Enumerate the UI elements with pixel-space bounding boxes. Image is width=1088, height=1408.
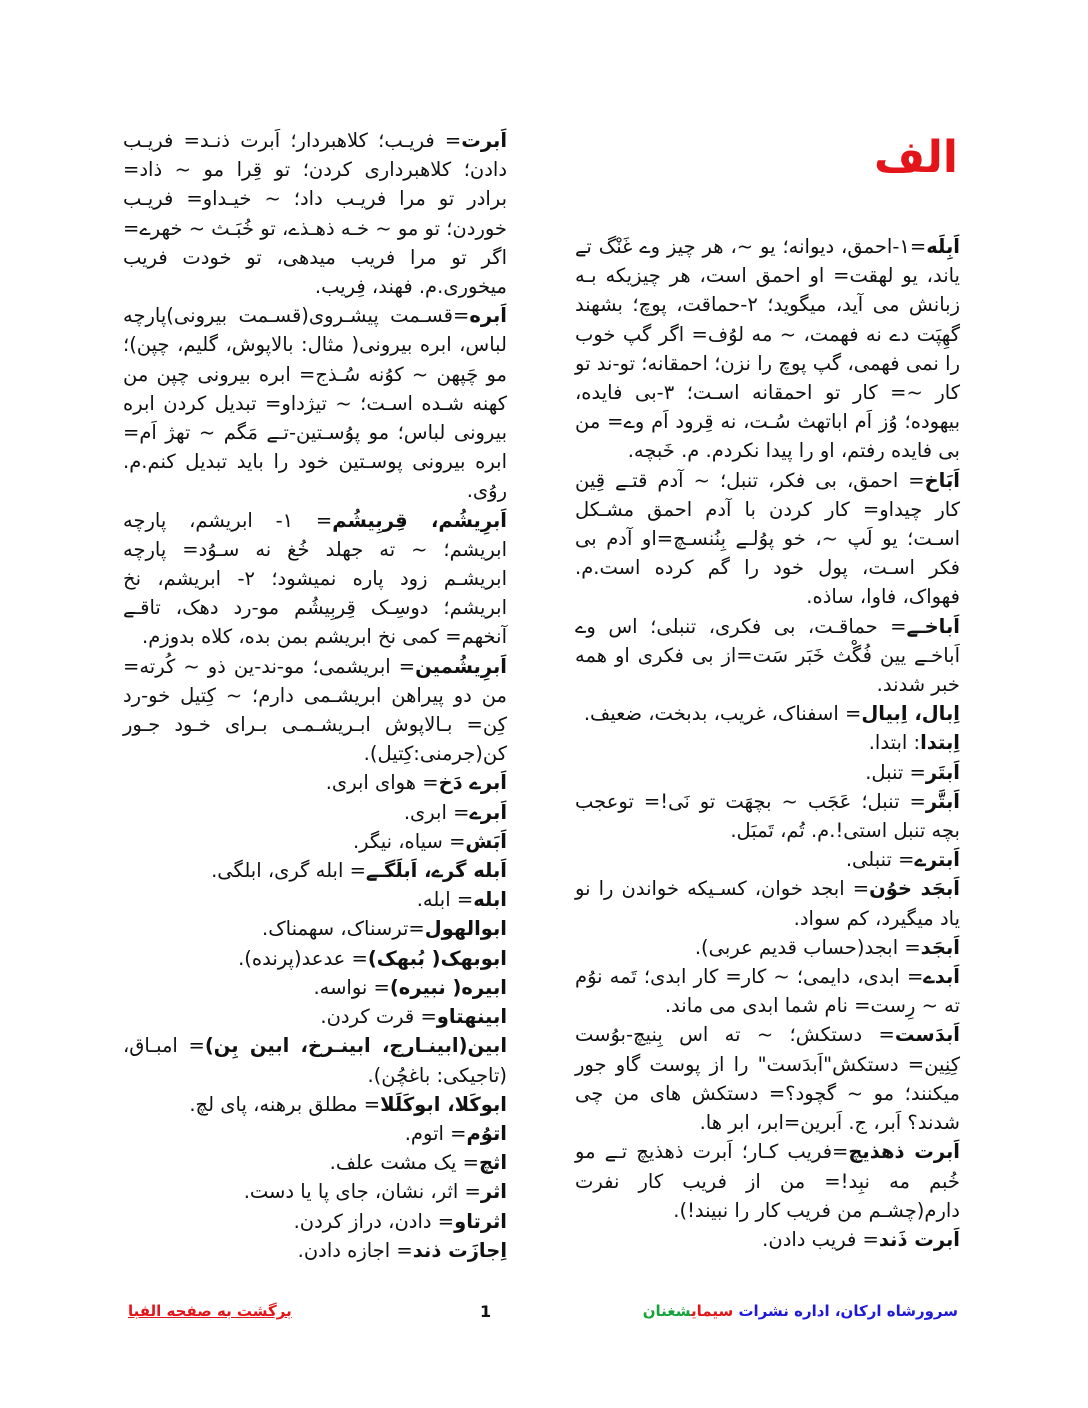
entry-headword: اَبرِیشُم، قِربِیشُم	[332, 508, 507, 532]
entry-headword: اتوُم	[466, 1121, 507, 1145]
entry-definition: = فریب دادن.	[762, 1227, 879, 1251]
dictionary-entry	[123, 1119, 507, 1148]
entry-headword: اَبتَر	[925, 760, 960, 784]
dictionary-entry	[123, 885, 507, 914]
dictionary-entry	[575, 1137, 960, 1225]
dictionary-entry	[123, 827, 507, 856]
entry-headword: اِبال، اِبیال	[861, 702, 960, 726]
dictionary-entry	[575, 787, 960, 845]
entry-definition: = ابله گری، ابلگی.	[211, 859, 366, 883]
entry-headword: ابوبهک( بُبهک)	[367, 946, 507, 970]
dictionary-entry	[123, 1090, 507, 1119]
section-heading: الف	[873, 132, 958, 183]
entry-definition: = فریـب؛ کلاهبردار؛ اَبرت ذنـد= فریـب دادن؛ کلاهبرداری کردن؛ تو قِرا مو ~ ذاد= برادر تو مرا فریـب داد؛ ~ خیـداو= فریـب خوردن؛ تو مو ~ خـه ذهـذے، تو خُبَـث ~ خهرے= اگر تو مرا فریب میدهی، تو خودت فریب میخوری.م. فهند، فِریب.	[123, 129, 507, 299]
dictionary-entry	[123, 1177, 507, 1206]
entry-definition: = تنبل.	[865, 760, 926, 784]
entry-headword: اَبجَد	[920, 935, 960, 959]
entry-headword: اَبره	[469, 304, 507, 328]
entry-definition: = عدعد(پرنده).	[238, 946, 368, 970]
entry-headword: اَبِلَه	[926, 235, 960, 258]
entry-definition: = ابله.	[416, 888, 474, 912]
dictionary-entry	[575, 232, 960, 466]
entry-definition: =ترسناک، سهمناک.	[262, 917, 425, 941]
entry-definition: =فریب کـار؛ اَبرت ذهذیچ تـے مو خُبم مه نبِد!= من از فریب کار نفرت دارم(چشـم من فریب کار را نبیند!).	[575, 1140, 960, 1222]
entry-headword: ابوالهول	[424, 917, 507, 941]
entry-definition: = اثر، نشان، جای پا یا دست.	[243, 1180, 481, 1204]
dictionary-entry	[123, 768, 507, 797]
entry-definition: =۱-احمق، دیوانه؛ یو ~، هر چیز وے غَنْگ تے یاند، یو لهقت= او احمق است، هر چیزیکه بـه زبانش می آید، میگوید؛ ۲-حماقت، پوچ؛ بشهند گهِپَت دے نه فهمت، ~ مه لوُف= اگر گپ خوب را نمی فهمی، گپ پوچ را نزن؛ احمقانه؛ تو-ند تو کار ~= کار تو احمقانه اسـت؛ ۳-بی فایده، بیهوده؛ وُز اَم اباتهث سُـت، نه قِرود اَم وے= من بی فایده رفتم، او را پیدا نکردم. م. خَبچه.	[575, 235, 961, 463]
dictionary-entry	[575, 758, 960, 787]
entry-headword: ابله	[473, 888, 507, 912]
dictionary-entry	[575, 962, 960, 1020]
dictionary-entry	[123, 973, 507, 1002]
right-column	[575, 232, 960, 1254]
entry-definition: = نواسه.	[313, 975, 390, 999]
entry-definition: : ابتدا.	[868, 731, 921, 755]
footer-credit	[643, 1302, 958, 1320]
entry-headword: اثرتاو	[454, 1209, 507, 1233]
entry-headword: اَبرے	[469, 800, 507, 824]
entry-headword: اَبله گرے، اَبلَگـے	[365, 859, 507, 883]
entry-headword: اَبرت	[461, 129, 507, 152]
entry-headword: اَبَش	[465, 829, 507, 853]
entry-definition: = اسفناک، غریب، بدبخت، ضعیف.	[583, 702, 862, 726]
entry-headword: ابینهتاو	[436, 1005, 507, 1029]
entry-headword: اَبرے دَخ	[438, 771, 507, 795]
back-to-alphabet-link[interactable]: برگشت به صفحه الفبا	[128, 1302, 292, 1320]
entry-definition: = مطلق برهنه، پای لچ.	[189, 1092, 381, 1116]
entry-definition: = احمق، بی فکر، تنبل؛ ~ آدم قتـے قِین کار چیداو= کار کردن با آدم احمق مشـکل اسـت؛ یو لَپ ~، خو پوُلـے بِنُنسـچ=او آدم بی فکر اسـت، پول خود را گم کرده است.م. فهواک، فاوا، ساذه.	[575, 468, 960, 609]
entry-headword: اَبرت ذَند	[878, 1227, 960, 1251]
dictionary-entry	[123, 856, 507, 885]
credit-publisher: اداره نشرات	[738, 1302, 830, 1320]
dictionary-entry	[123, 301, 507, 505]
entry-headword: ابین(ابینـارج، ابینـرخ، ابین بِن)	[204, 1034, 507, 1058]
dictionary-entry	[575, 466, 960, 612]
entry-definition: = امبـاق، (تاجیکی: باغچُن).	[123, 1034, 507, 1087]
dictionary-entry	[575, 1225, 960, 1254]
entry-definition: = ۱- ابریشم، پارچه ابریشم؛ ~ ته جهلد خُغ نه سـوُد= پارچه ابریشـم زود پاره نمیشود؛ ۲- ابریشم، نخ ابریشم؛ دوسِـک قِربِیشُم مو-رد دهک، تاقـے آنخهم= کمی نخ ابریشم بمن بده، کلاه بدوزم.	[123, 508, 507, 649]
entry-definition: = یک مشت علف.	[329, 1151, 479, 1175]
entry-definition: = هوای ابری.	[325, 771, 439, 795]
dictionary-entry	[575, 845, 960, 874]
credit-publisher-name-2: شغنان	[642, 1302, 692, 1320]
entry-headword: اَبرِیشُمین	[415, 654, 507, 678]
entry-definition: = ابدی، دایمی؛ ~ کار= کار ابدی؛ تَمه نوُم ته ~ رِست= نام شما ابدی می ماند.	[575, 965, 960, 1018]
dictionary-entry	[575, 1020, 960, 1137]
entry-headword: اَبدے	[923, 965, 960, 989]
dictionary-entry	[575, 612, 960, 700]
credit-author: سرورشاه ارکان،	[834, 1302, 958, 1320]
dictionary-entry	[123, 1236, 507, 1265]
page-number: 1	[480, 1302, 492, 1321]
dictionary-entry	[575, 933, 960, 962]
entry-definition: = اجازه دادن.	[297, 1238, 413, 1262]
dictionary-entry	[575, 874, 960, 932]
entry-headword: اِبتدا	[920, 731, 960, 755]
dictionary-entry	[123, 1031, 507, 1089]
entry-headword: اِجازَت ذند	[412, 1238, 507, 1262]
entry-definition: = قرت کردن.	[320, 1005, 437, 1029]
entry-definition: = دستکش؛ ~ ته اس بِنیچ-بوُست کِنِین= دستکش"اَبدَست" را از پوست گاو جور میکنند؛ مو ~ گچود؟= دستکش های من چی شدند؟ اَبر، ج. اَبرین=ابر، ابر ها.	[575, 1023, 960, 1135]
entry-headword: ابیره( نبیره)	[389, 975, 507, 999]
left-column	[123, 126, 507, 1265]
entry-definition: = ابری.	[403, 800, 470, 824]
dictionary-entry	[123, 126, 507, 301]
entry-headword: اَباخـے	[906, 614, 960, 638]
entry-definition: = حماقـت، بی فکری، تنبلی؛ اس وے اَباخـے یین فُگْث خَبَر سَت=از بی فکری او همه خبر شدند.	[575, 614, 960, 697]
dictionary-entry	[123, 1148, 507, 1177]
dictionary-entry	[123, 944, 507, 973]
entry-definition: = سیاه، نیگر.	[352, 829, 466, 853]
entry-headword: اَبجَد خوُن	[869, 877, 960, 901]
entry-definition: = ابریشمی؛ مو-ند-ین ذو ~ کُرته= من دو پیراهن ابریشـمی دارم؛ ~ کِتیل خو-رد کِن= بـالاپوش ابـریشـمـی بـرای خـود جـور کن(جرمنی:کِتیل).	[123, 654, 507, 766]
dictionary-entry	[123, 798, 507, 827]
entry-definition: = تنبل؛ عَجَب ~ بچهَت تو نَی!= توعجب بچه تنبل استی!.م. تُم، تَمبَل.	[575, 789, 960, 843]
entry-definition: = تنبلی.	[845, 848, 915, 872]
entry-headword: ابوکَلا، ابوکَلَلا	[380, 1092, 507, 1116]
entry-headword: اَبرت ذهذیچ	[848, 1140, 960, 1164]
dictionary-entry	[123, 652, 507, 769]
entry-definition: =قسـمت پیشـروی(قسـمت بیرونی)پارچه لباس، ابره بیرونی( مثال: بالاپوش، گلیم، چپن)؛ مو چَپهن ~ کوُنه سُـذج= ابره بیرونی چپن من کهنه شـده اسـت؛ ~ تیژداو= تبدیل کردن ابره بیرونی لباس؛ مو پوُسـتین-تـے مَگم ~ تهژ اَم= ابره بیرونی پوسـتین خود را باید تبدیل کنم.م. روُی.	[123, 304, 507, 503]
dictionary-entry	[123, 1002, 507, 1031]
credit-publisher-name-1: سیمای	[691, 1302, 734, 1320]
entry-headword: اَبَاخ	[924, 468, 960, 492]
entry-definition: = اتوم.	[404, 1121, 467, 1145]
dictionary-entry	[123, 1207, 507, 1236]
entry-definition: = دادن، دراز کردن.	[293, 1209, 455, 1233]
dictionary-entry	[123, 506, 507, 652]
dictionary-entry	[575, 728, 960, 757]
entry-definition: = ابجد خوان، کسـیکه خواندن را نو یاد میگیرد، کم سواد.	[575, 877, 960, 930]
entry-headword: اَبترے	[914, 848, 960, 872]
dictionary-entry	[123, 914, 507, 943]
entry-headword: اثچ	[478, 1151, 507, 1175]
entry-headword: اَبتَّر	[925, 789, 960, 813]
dictionary-entry	[575, 699, 960, 728]
entry-headword: اثر	[480, 1180, 507, 1204]
entry-definition: = ابجد(حساب قدیم عربی).	[694, 935, 921, 959]
entry-headword: اَبدَست	[894, 1023, 960, 1047]
